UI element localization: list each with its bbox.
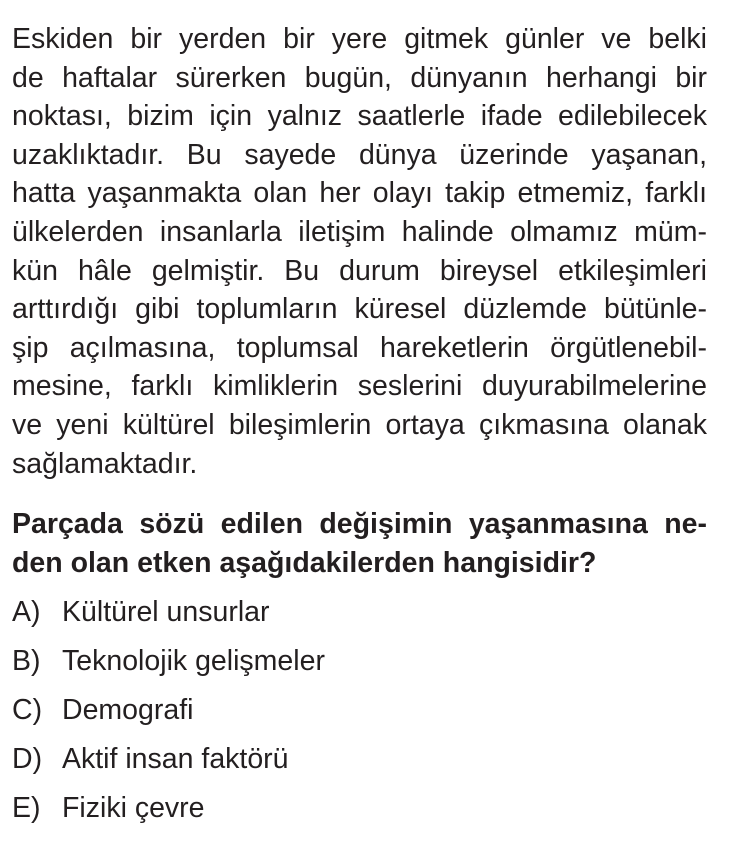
option-d[interactable] xyxy=(12,735,707,784)
passage-line: hatta yaşanmakta olan her olayı takip etmemiz, farklı xyxy=(12,177,707,210)
passage-line: ve yeni kültürel bileşimlerin ortaya çıkmasına olanak xyxy=(12,408,707,441)
passage xyxy=(12,20,707,483)
passage-line: kün hâle gelmiştir. Bu durum bireysel etkileşimleri xyxy=(12,254,707,287)
option-text: Aktif insan faktörü xyxy=(62,743,289,776)
passage-line: uzaklıktadır. Bu sayede dünya üzerinde yaşanan, xyxy=(12,138,707,171)
option-text: Kültürel unsurlar xyxy=(62,596,270,629)
option-text: Teknolojik gelişmeler xyxy=(62,645,325,678)
option-letter: A) xyxy=(12,596,41,629)
question-stem xyxy=(12,505,707,582)
question-page xyxy=(12,20,707,833)
passage-line: ülkelerden insanlarla iletişim halinde olmamız müm- xyxy=(12,215,707,248)
passage-line: sağlamaktadır. xyxy=(12,447,198,480)
option-letter: D) xyxy=(12,743,43,776)
option-letter: E) xyxy=(12,792,41,825)
option-text: Fiziki çevre xyxy=(62,792,205,825)
passage-line: noktası, bizim için yalnız saatlerle ifade edilebilecek xyxy=(12,100,707,133)
option-letter: B) xyxy=(12,645,41,678)
option-text: Demografi xyxy=(62,694,194,727)
passage-line: şip açılmasına, toplumsal hareketlerin örgütlenebil- xyxy=(12,331,707,364)
option-b[interactable] xyxy=(12,637,707,686)
passage-line: arttırdığı gibi toplumların küresel düzlemde bütünle- xyxy=(12,293,707,326)
passage-line: de haftalar sürerken bugün, dünyanın herhangi bir xyxy=(12,61,707,94)
passage-line: Eskiden bir yerden bir yere gitmek günler ve belki xyxy=(12,23,707,55)
option-letter: C) xyxy=(12,694,43,727)
option-e[interactable] xyxy=(12,784,707,833)
question-line: den olan etken aşağıdakilerden hangisidir? xyxy=(12,546,597,579)
passage-line: mesine, farklı kimliklerin seslerini duyurabilmelerine xyxy=(12,370,707,403)
answer-options xyxy=(12,588,707,833)
option-c[interactable] xyxy=(12,686,707,735)
option-a[interactable] xyxy=(12,588,707,637)
question-line: Parçada sözü edilen değişimin yaşanmasına ne- xyxy=(12,508,707,541)
